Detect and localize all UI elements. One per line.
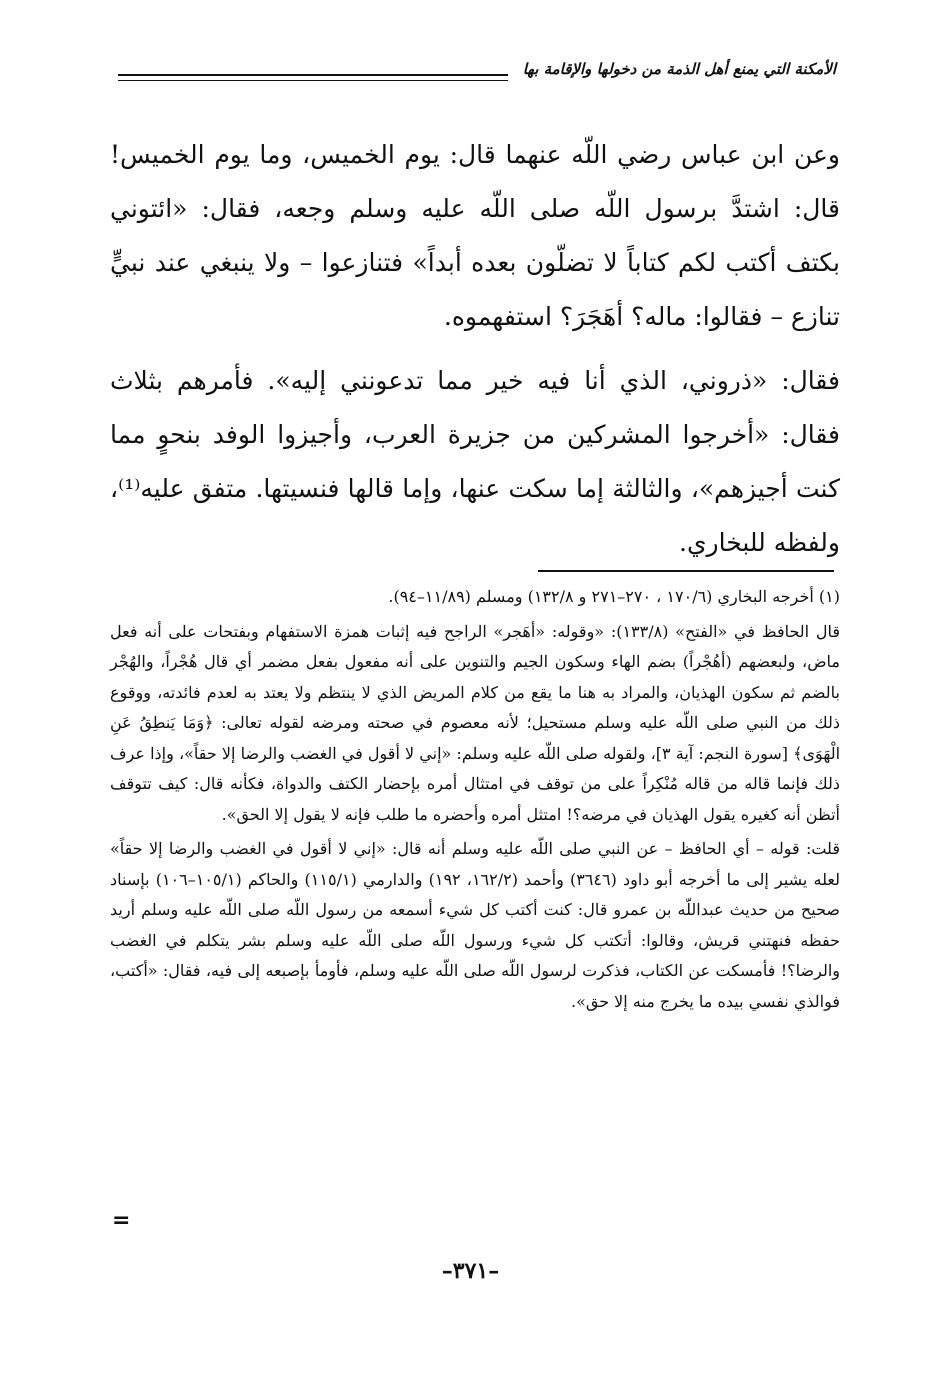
running-header [118, 58, 836, 98]
footnote-item: (١) أخرجه البخاري (١٧٠/٦ ، ٢٧٠–٢٧١ و ١٣٢/٨) ومسلم (١١/٨٩–٩٤). [388, 587, 840, 606]
footnote-separator [538, 570, 834, 572]
footnotes [110, 582, 840, 1017]
footnote-item: قلت: قوله – أي الحافظ – عن النبي صلى اللّه عليه وسلم أنه قال: «إني لا أقول في الغضب والرضا إلا حقاً» لعله يشير إلى ما أخرجه أبو داود (٣٦٤٦) وأحمد (١٦٢/٢، ١٩٢) والدارمي (١١٥/١) والحاكم (١٠٥/١–١٠٦) بإسناد صحيح من حديث عبداللّه بن عمرو قال: كنت أكتب كل شيء أسمعه من رسول اللّه صلى اللّه عليه وسلم أريد حفظه فنهتني قريش، وقالوا: أتكتب كل شيء ورسول اللّه صلى اللّه عليه وسلم بشر يتكلم في الغضب والرضا؟! فأمسكت عن الكتاب، فذكرت لرسول اللّه صلى اللّه عليه وسلم، فأومأ بإصبعه إلى فيه، فقال: «أكتب، فوالذي نفسي بيده ما يخرج منه إلا حق». [110, 839, 841, 1011]
main-text [110, 128, 840, 570]
page-number: –٣٧١– [441, 1258, 500, 1284]
body-paragraph: وعن ابن عباس رضي اللّه عنهما قال: يوم الخميس، وما يوم الخميس! قال: اشتدَّ برسول اللّه صلى اللّه عليه وسلم وجعه، فقال: «ائتوني بكتف أكتب لكم كتاباً لا تضلّون بعده أبداً» فتنازعوا – ولا ينبغي عند نبيٍّ تنازع – فقالوا: ماله؟ أهَجَرَ؟ استفهموه. [110, 140, 840, 331]
running-title: الأمكنة التي يمنع أهل الذمة من دخولها والإقامة بها [522, 60, 836, 78]
header-rule-thin [118, 80, 508, 81]
body-paragraph: فقال: «ذروني، الذي أنا فيه خير مما تدعونني إليه». فأمرهم بثلاث فقال: «أخرجوا المشركين من جزيرة العرب، وأجيزوا الوفد بنحوٍ مما كنت أجيزهم»، والثالثة إما سكت عنها، وإما قالها فنسيتها. متفق عليه⁽¹⁾، ولفظه للبخاري. [110, 366, 840, 557]
header-rule [118, 74, 508, 76]
continuation-mark: = [112, 1208, 131, 1233]
footnote-item: قال الحافظ في «الفتح» (١٣٣/٨): «وقوله: «أهَجر» الراجح فيه إثبات همزة الاستفهام وبفتحات على أنه فعل ماض، ولبعضهم (أهُجْراً) بضم الهاء وسكون الجيم والتنوين على أنه مفعول بفعل مضمر أي قال هُجْراً، والهُجْر بالضم ثم سكون الهذيان، والمراد به هنا ما يقع من كلام المريض الذي لا ينتظم ولا يعتد به لعدم فائدته، ووقوع ذلك من النبي صلى اللّه عليه وسلم مستحيل؛ لأنه معصوم في صحته ومرضه لقوله تعالى: ﴿وَمَا يَنطِقُ عَنِ الْهَوَى﴾ [سورة النجم: آية ٣]، ولقوله صلى اللّه عليه وسلم: «إني لا أقول في الغضب والرضا إلا حقاً»، وإذا عرف ذلك فإنما قاله من قاله مُنْكِراً على من توقف في امتثال أمره بإحضار الكتف والدواة، فكأنه قال: كيف تتوقف أتظن أنه كغيره يقول الهذيان في مرضه؟! امتثل أمره وأحضره ما طلب فإنه لا يقول إلا الحق». [110, 621, 841, 824]
